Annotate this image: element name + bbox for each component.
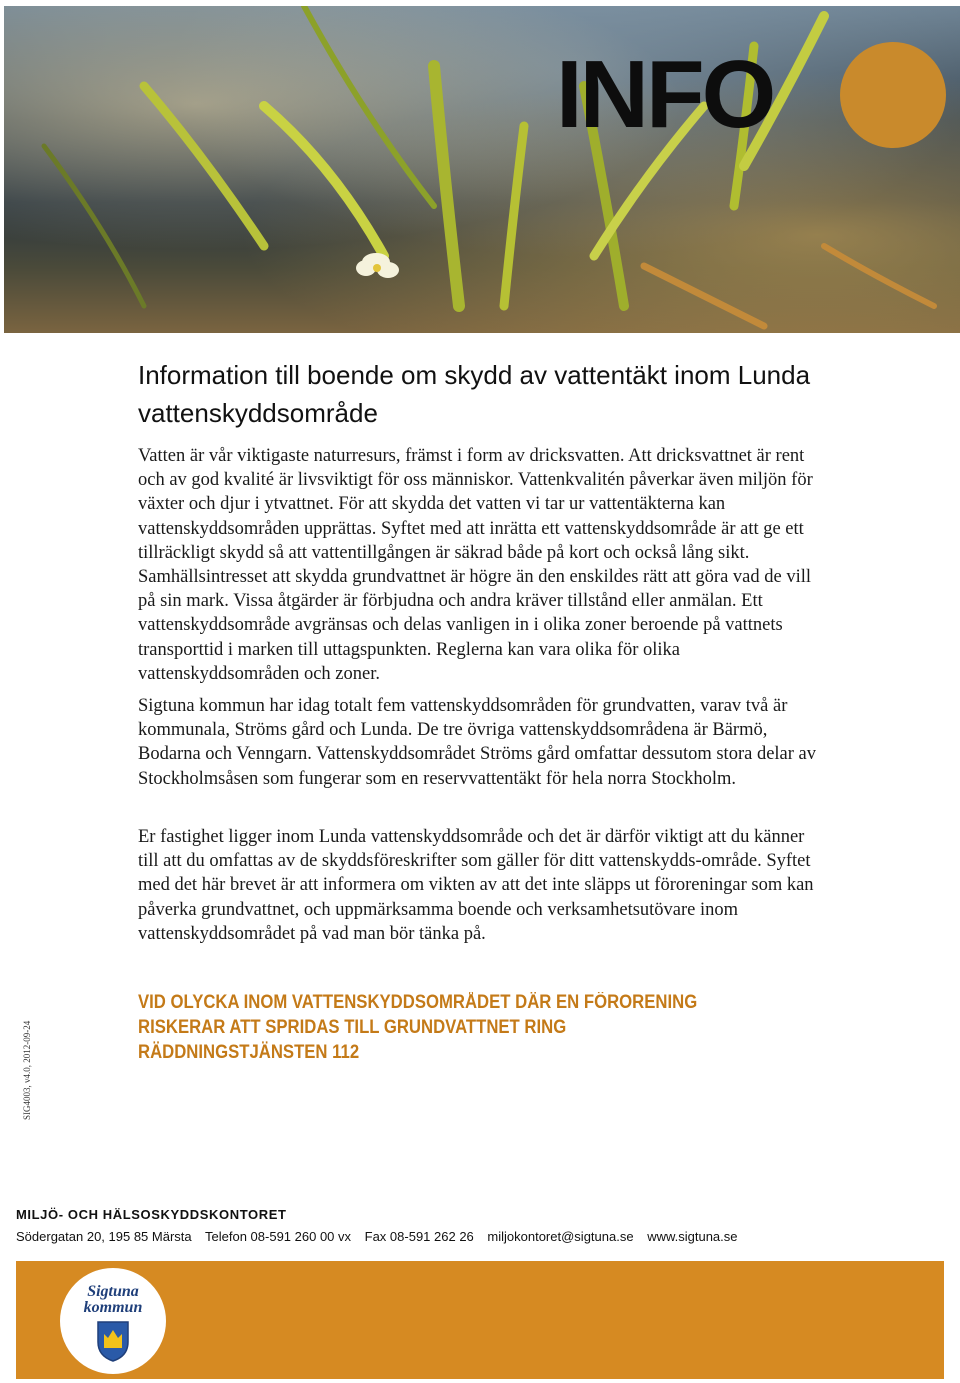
- water-plants-illustration: [4, 6, 960, 333]
- paragraph-protection-areas: Sigtuna kommun har idag totalt fem vattenskyddsområden för grundvatten, varav två är kommunala, Ströms gård och Lunda. De tre övriga vattenskyddsområdena är Bärmö, Bodarna och Venngarn. Vattenskyddsområdet Ströms gård omfattar dessutom stora delar av Stockholmsåsen som fungerar som en reservvattentäkt för hela norra Stockholm.: [138, 696, 817, 789]
- paragraph-intro: Vatten är vår viktigaste naturresurs, främst i form av dricksvatten. Att dricksvattnet är rent och av god kvalité är livsviktigt för oss människor. Vattenkvalitén påverkar även miljön för växter och djur i ytvattnet. För att skydda det vatten vi tar ur vattentäkterna kan vattenskyddsområden upprättas. Syftet med att inrätta ett vattenskyddsområde är att ge ett tillräckligt skydd så att vattentillgången är säkrad både på kort och också lång sikt. Samhällsintresset att skydda grundvattnet är högre än den enskildes rätt att göra vad de vill på sin mark. Vissa åtgärder är förbjudna och andra kräver tillstånd eller anmälan. Ett vattenskyddsområde avgränsas och delas vanligen in i olika zoner beroende på vattnets transporttid i marken till uttagspunkten. Reglerna kan vara olika för olika vattenskyddsområden och zoner.: [138, 446, 813, 684]
- info-circle-decoration: [840, 42, 946, 148]
- website-link[interactable]: www.sigtuna.se: [647, 1229, 738, 1244]
- page-title: Information till boende om skydd av vattentäkt inom Lunda vattenskyddsområde: [138, 360, 811, 428]
- email-link[interactable]: miljokontoret@sigtuna.se: [487, 1229, 634, 1244]
- office-name: MILJÖ- OCH HÄLSOSKYDDSKONTORET: [16, 1207, 287, 1222]
- emergency-alert: VID OLYCKA INOM VATTENSKYDDSOMRÅDET DÄR EN FÖRORENING RISKERAR ATT SPRIDAS TILL GRUNDVATTNET RING RÄDDNINGSTJÄNSTEN 112: [138, 992, 698, 1063]
- fax: Fax 08-591 262 26: [364, 1229, 474, 1244]
- logo-line-1: Sigtuna: [87, 1283, 139, 1300]
- info-badge-text: INFO: [556, 41, 774, 148]
- address: Södergatan 20, 195 85 Märsta: [16, 1229, 192, 1244]
- contact-line: [16, 1229, 748, 1244]
- phone: Telefon 08-591 260 00 vx: [205, 1229, 352, 1244]
- logo-line-2: kommun: [83, 1299, 143, 1316]
- paragraph-property-info: Er fastighet ligger inom Lunda vattenskyddsområde och det är därför viktigt att du känner till att du omfattas av de skyddsföreskrifter som gäller för ditt vattenskydds-område. Syftet med det här brevet är att informera om vikten av att det inte släpps ut föroreningar som kan påverka grundvattnet, och uppmärksamma boende och verksamhetsutövare inom vattenskyddsområdet på vad man bör tänka på.: [138, 827, 814, 944]
- crown-shield-icon: [96, 1320, 130, 1362]
- sigtuna-logo: [60, 1268, 166, 1374]
- hero-image: [4, 6, 960, 333]
- document-code: SIG4003, v4.0, 2012-09-24: [22, 1020, 32, 1120]
